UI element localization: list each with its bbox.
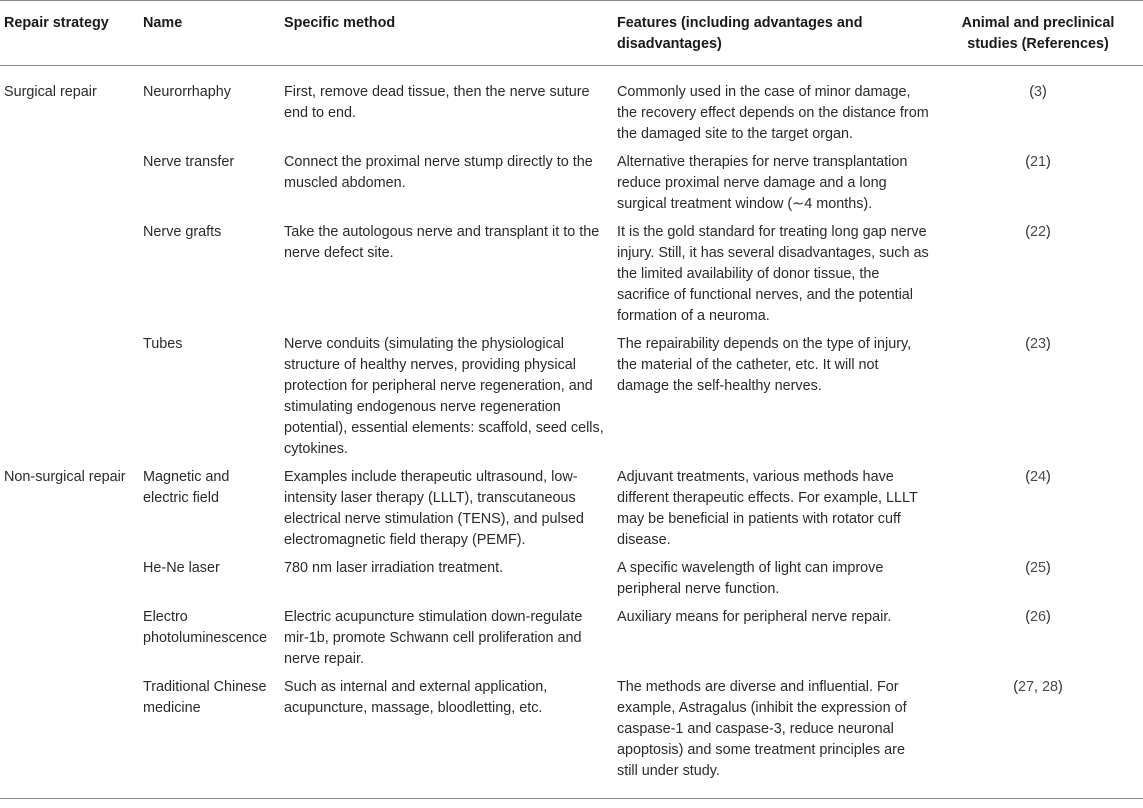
table-row [0, 149, 1143, 219]
cell-features: Adjuvant treatments, various methods have different therapeutic effects. For example, LLLT may be beneficial in patients with rotator cuff disease. [617, 469, 918, 548]
reference-link[interactable]: 27 [1017, 679, 1034, 695]
cell-features: Alternative therapies for nerve transplantation reduce proximal nerve damage and a long surgical treatment window (∼4 months). [617, 154, 908, 212]
table-row [0, 555, 1143, 604]
cell-strategy [0, 674, 139, 799]
cell-references: (24) [1025, 469, 1051, 485]
cell-references: (3) [1029, 84, 1047, 100]
cell-name: Magnetic and electric field [143, 469, 230, 506]
cell-references: (22) [1025, 224, 1051, 240]
header-features: Features (including advantages and disadvantages) [613, 1, 933, 66]
cell-references: (23) [1025, 336, 1051, 352]
cell-name: He-Ne laser [143, 560, 220, 576]
cell-strategy [0, 604, 139, 674]
cell-name: Nerve transfer [143, 154, 235, 170]
table-row [0, 604, 1143, 674]
cell-method: Such as internal and external application, acupuncture, massage, bloodletting, etc. [280, 674, 613, 799]
cell-method: 780 nm laser irradiation treatment. [284, 560, 504, 576]
cell-name: Tubes [143, 336, 183, 352]
cell-references: (25) [1025, 560, 1051, 576]
cell-features: The repairability depends on the type of injury, the material of the catheter, etc. It will not damage the self-healthy nerves. [617, 336, 912, 394]
cell-method: Take the autologous nerve and transplant it to the nerve defect site. [284, 224, 600, 261]
header-row [0, 1, 1143, 66]
cell-features: Commonly used in the case of minor damage, the recovery effect depends on the distance from the damaged site to the target organ. [617, 84, 929, 142]
table-row [0, 674, 1143, 799]
cell-strategy: Non-surgical repair [4, 469, 126, 485]
cell-strategy [0, 219, 139, 331]
cell-name: Traditional Chinese medicine [139, 674, 280, 799]
cell-name: Nerve grafts [143, 224, 222, 240]
cell-method: Nerve conduits (simulating the physiological structure of healthy nerves, providing physical protection for peripheral nerve regeneration, and stimulating endogenous nerve regeneration potential), essential elements: scaffold, seed cells, cytokines. [284, 336, 604, 457]
reference-link[interactable]: 21 [1029, 154, 1046, 170]
cell-method: First, remove dead tissue, then the nerve suture end to end. [284, 84, 590, 121]
cell-features: It is the gold standard for treating long gap nerve injury. Still, it has several disadvantages, such as the limited availability of donor tissue, the sacrifice of functional nerves, and the potential formation of a neuroma. [617, 224, 929, 324]
cell-strategy [0, 555, 139, 604]
reference-link[interactable]: 26 [1029, 609, 1046, 625]
cell-strategy: Surgical repair [4, 84, 97, 100]
table-row [0, 219, 1143, 331]
cell-features: The methods are diverse and influential. For example, Astragalus (inhibit the expression of caspase-1 and caspase-3, reduce neuronal apoptosis) and some treatment principles are still under study. [613, 674, 933, 799]
reference-link[interactable]: 22 [1029, 224, 1046, 240]
cell-references: (21) [1025, 154, 1051, 170]
header-references: Animal and preclinical studies (References) [933, 1, 1143, 66]
reference-link[interactable]: 24 [1029, 469, 1046, 485]
cell-strategy [0, 331, 139, 464]
table-row [0, 331, 1143, 464]
cell-name: Neurorrhaphy [143, 84, 231, 100]
cell-features: A specific wavelength of light can improve peripheral nerve function. [617, 560, 884, 597]
cell-strategy [0, 149, 139, 219]
header-repair-strategy: Repair strategy [0, 1, 139, 66]
cell-method: Electric acupuncture stimulation down-regulate mir-1b, promote Schwann cell proliferation and nerve repair. [284, 609, 583, 667]
reference-link[interactable]: 23 [1029, 336, 1046, 352]
cell-method: Connect the proximal nerve stump directly to the muscled abdomen. [284, 154, 593, 191]
cell-features: Auxiliary means for peripheral nerve repair. [617, 609, 892, 625]
header-specific-method: Specific method [280, 1, 613, 66]
cell-method: Examples include therapeutic ultrasound, low-intensity laser therapy (LLLT), transcutaneous electrical nerve stimulation (TENS), and pulsed electromagnetic field therapy (PEMF). [284, 469, 584, 548]
cell-references: (26) [1025, 609, 1051, 625]
header-name: Name [139, 1, 280, 66]
cell-name: Electro photoluminescence [143, 609, 267, 646]
table-row [0, 66, 1143, 150]
reference-link[interactable]: 28 [1042, 679, 1059, 695]
reference-link[interactable]: 25 [1029, 560, 1046, 576]
table-row [0, 464, 1143, 555]
reference-link[interactable]: 3 [1033, 84, 1042, 100]
cell-references: (27, 28) [933, 674, 1143, 799]
